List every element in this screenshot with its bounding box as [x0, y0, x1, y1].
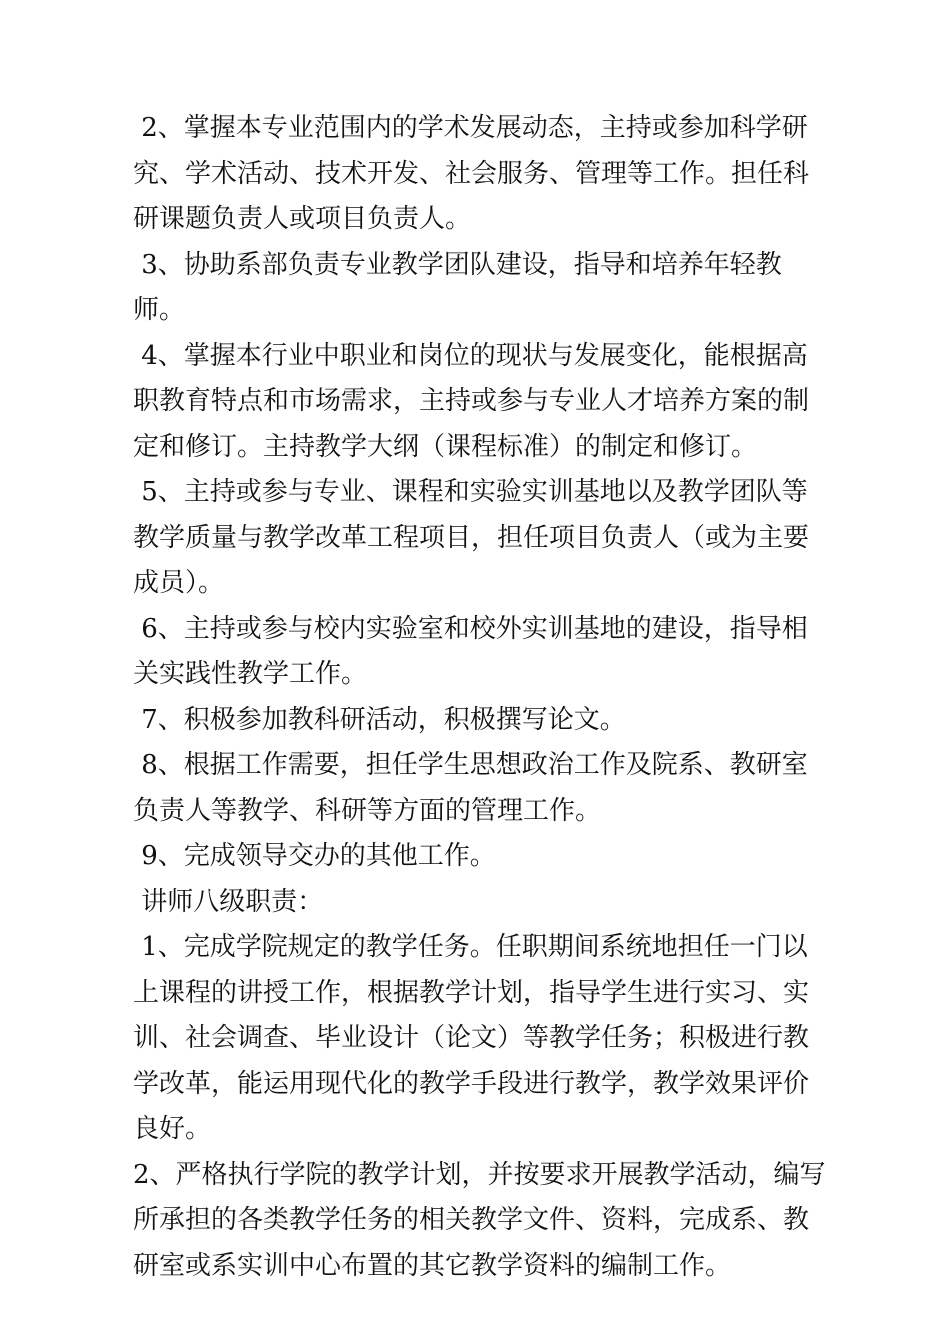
- paragraph-duty-9: 9、完成领导交办的其他工作。: [133, 841, 496, 871]
- paragraph-lecturer-duty-1: 1、完成学院规定的教学任务。任职期间系统地担任一门以上课程的讲授工作，根据教学计划，指导学生进行实习、实训、社会调查、毕业设计（论文）等教学任务；积极进行教学改革，能运用现代化的教学手段进行教学，教学效果评价良好。: [133, 932, 810, 1144]
- paragraph-duty-2: 2、掌握本专业范围内的学术发展动态，主持或参加科学研究、学术活动、技术开发、社会服务、管理等工作。担任科研课题负责人或项目负责人。: [133, 113, 810, 234]
- paragraph-duty-7: 7、积极参加教科研活动，积极撰写论文。: [133, 704, 626, 735]
- document-body: [133, 106, 833, 1289]
- paragraph-duty-4: 4、掌握本行业中职业和岗位的现状与发展变化，能根据高职教育特点和市场需求，主持或参与专业人才培养方案的制定和修订。主持教学大纲（课程标准）的制定和修订。: [133, 340, 810, 462]
- paragraph-duty-8: 8、根据工作需要，担任学生思想政治工作及院系、教研室负责人等教学、科研等方面的管理工作。: [133, 750, 808, 826]
- paragraph-duty-6: 6、主持或参与校内实验室和校外实训基地的建设，指导相关实践性教学工作。: [133, 613, 808, 689]
- paragraph-duty-5: 5、主持或参与专业、课程和实验实训基地以及教学团队等教学质量与教学改革工程项目，担任项目负责人（或为主要成员）。: [133, 477, 810, 598]
- section-heading-lecturer-level-8: 讲师八级职责：: [133, 886, 324, 917]
- paragraph-duty-3: 3、协助系部负责专业教学团队建设，指导和培养年轻教师。: [133, 249, 782, 325]
- paragraph-lecturer-duty-2: 2、严格执行学院的教学计划，并按要求开展教学活动，编写所承担的各类教学任务的相关教学文件、资料，完成系、教研室或系实训中心布置的其它教学资料的编制工作。: [133, 1159, 826, 1281]
